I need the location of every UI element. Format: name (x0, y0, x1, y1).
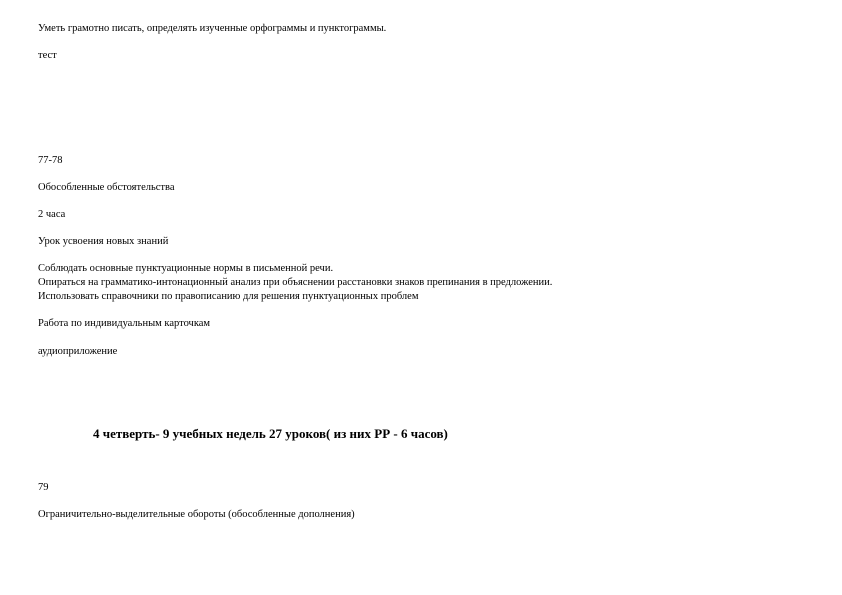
lesson-type: Урок усвоения новых знаний (38, 236, 169, 247)
lesson-outcome-3: Использовать справочники по правописанию для решения пунктуационных проблем (38, 291, 419, 302)
quarter-heading: 4 четверть- 9 учебных недель 27 уроков( из них РР - 6 часов) (93, 426, 448, 441)
lesson-topic: Обособленные обстоятельства (38, 182, 175, 193)
lesson-79-topic: Ограничительно-выделительные обороты (обособленные дополнения) (38, 509, 355, 520)
lesson-79-number: 79 (38, 482, 49, 493)
lesson-outcome-1: Соблюдать основные пунктуационные нормы в письменной речи. (38, 263, 334, 274)
lesson-resources: аудиоприложение (38, 346, 118, 357)
lesson-hours: 2 часа (38, 209, 66, 220)
lesson-outcome-2: Опираться на грамматико-интонационный анализ при объяснении расстановки знаков препинания в предложении. (38, 277, 553, 288)
control-form-text: тест (38, 50, 57, 61)
lesson-activity: Работа по индивидуальным карточкам (38, 318, 211, 329)
goal-text: Уметь грамотно писать, определять изученные орфограммы и пунктограммы. (38, 23, 387, 34)
lesson-number: 77-78 (38, 155, 63, 166)
